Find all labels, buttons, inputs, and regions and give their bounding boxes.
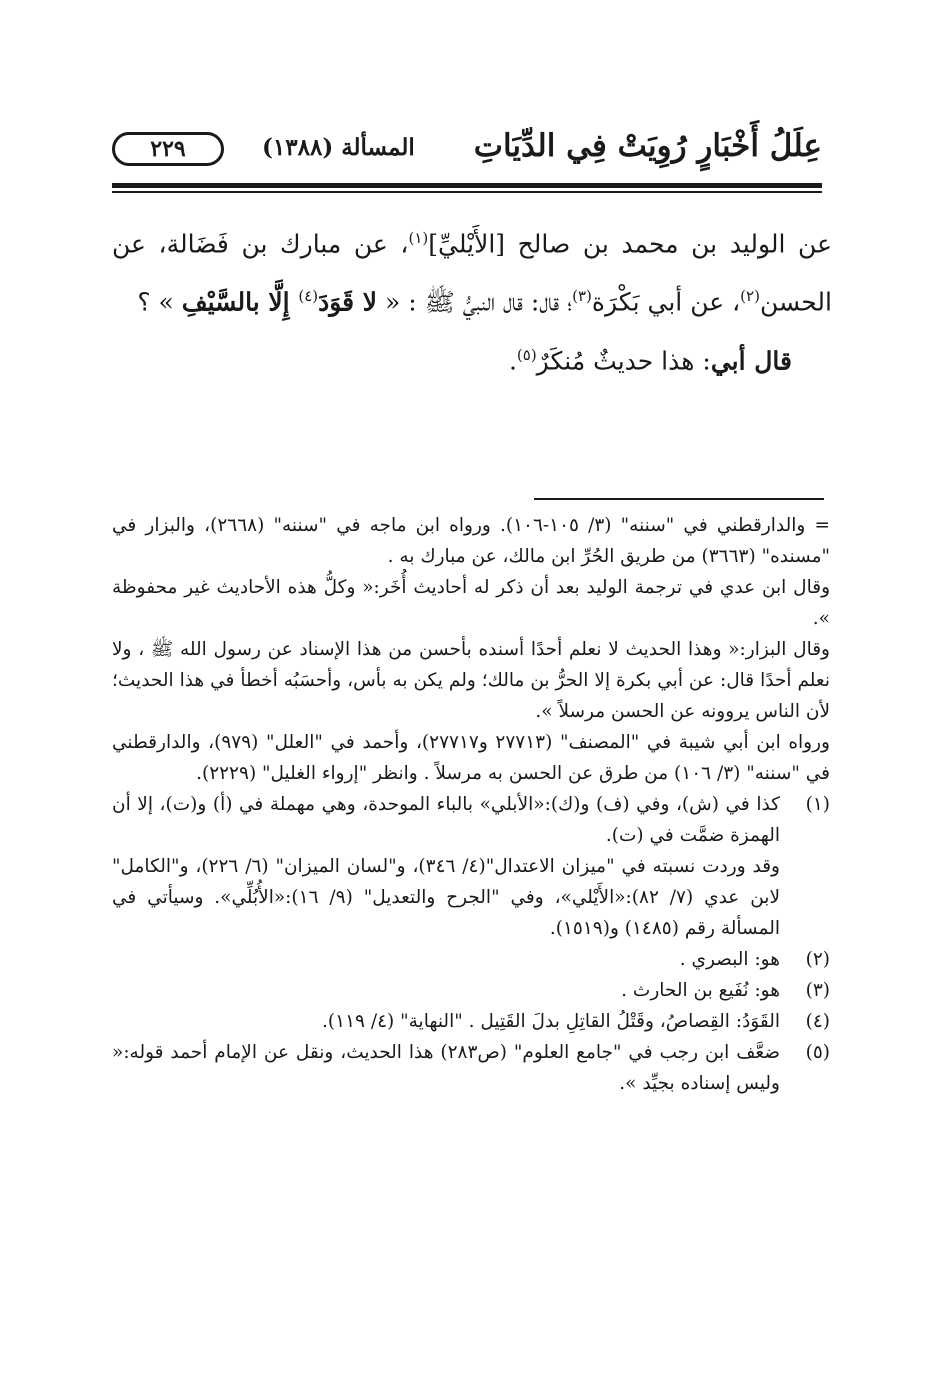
footnote-ref-5: (٥) — [516, 345, 537, 364]
footnote-4 — [112, 1006, 830, 1037]
footnote-separator — [534, 498, 824, 500]
masala-number: المسألة (١٣٨٨) — [262, 134, 415, 161]
footnote-continuation-1: = والدارقطني في "سننه" (٣/ ١٠٥-١٠٦). ورواه ابن ماجه في "سننه" (٢٦٦٨)، والبزار في "مسنده" (٣٦٦٣) من طريق الحُرِّ ابن مالك، عن مبارك به . — [112, 515, 830, 567]
main-text — [112, 212, 832, 387]
footnote-ref-2: (٢) — [740, 287, 760, 306]
isnad-text-1: عن الوليد بن محمد بن صالح [الأَيْليِّ] — [428, 229, 832, 259]
footnote-text: هو: البصري . — [679, 949, 780, 970]
answer-end: . — [508, 345, 517, 375]
hadith-close: » ؟ — [137, 287, 182, 317]
footnote-text: وقد وردت نسبته في "ميزان الاعتدال"(٤/ ٣٤٦)، و"لسان الميزان" (٦/ ٢٢٦)، و"الكامل" لابن عدي (٧/ ٨٢):«الأَيْلي»، وفي "الجرح والتعديل" (٩/ ١٦):«الأُبُلِّي». وسيأتي في المسألة رقم (١٤٨٥) و(١٥١٩). — [112, 856, 780, 939]
footnote-continuation-4: ورواه ابن أبي شيبة في "المصنف" (٢٧٧١٣ و٢٧٧١٧)، وأحمد في "العلل" (٩٧٩)، والدارقطني في "سننه" (٣/ ١٠٦) من طرق عن الحسن به مرسلاً . وانظر "إرواء الغليل" (٢٢٢٩). — [112, 732, 830, 784]
footnote-ref-1: (١) — [408, 229, 429, 247]
footnote-number: (٢) — [805, 949, 830, 970]
answer-paragraph — [112, 329, 832, 387]
isnad-text-3: ، عن أبي بَكْرَة — [591, 287, 741, 317]
footnote-number: (٣) — [805, 980, 830, 1001]
footnote-text: ضعَّف ابن رجب في "جامع العلوم" (ص٢٨٣) هذا الحديث، ونقل عن الإمام أحمد قوله:« وليس إسناده بجيِّد ». — [112, 1042, 780, 1094]
footnote-5 — [112, 1037, 830, 1099]
footnote-text: هو: نُفَيع بن الحارث . — [621, 980, 780, 1001]
hadith-paragraph — [112, 212, 832, 329]
footnote-number: (٤) — [805, 1011, 830, 1032]
footnotes — [112, 510, 830, 1099]
page-number: ٢٢٩ — [112, 132, 224, 166]
book-title: عِلَلُ أَخْبَارٍ رُوِيَتْ فِي الدِّيَاتِ — [473, 128, 822, 164]
header-rule-thick — [112, 183, 822, 188]
isnad-text-4: ؛ قال: قال النبيُّ ﷺ : « — [377, 287, 573, 317]
isnad-text-2: ، عن مبارك بن فَضَالة، عن الحسن — [112, 229, 832, 317]
footnote-continuation-2: وقال ابن عدي في ترجمة الوليد بعد أن ذكر له أحاديث أُخَر:« وكلُّ هذه الأحاديث غير محفوظة ». — [112, 577, 830, 629]
answer-lead: قال أبي — [710, 345, 792, 375]
hadith-text-1: لا قَوَدَ — [318, 287, 378, 317]
hadith-text-2: إِلَّا بالسَّيْفِ — [181, 287, 299, 317]
page-header — [112, 128, 822, 180]
header-rule-thin — [112, 191, 822, 193]
footnote-number: (١) — [805, 794, 830, 815]
footnote-number: (٥) — [805, 1042, 830, 1063]
answer-text: : هذا حديثٌ مُنكَرٌ — [536, 345, 711, 375]
footnote-1 — [112, 789, 830, 944]
footnote-text: كذا في (ش)، وفي (ف) و(ك):«الأبلي» بالباء الموحدة، وهي مهملة في (أ) و(ت)، إلا أن الهمزة ضمَّت في (ت). — [112, 794, 780, 846]
footnote-ref-4: (٤) — [298, 287, 319, 306]
footnote-continuation-3: وقال البزار:« وهذا الحديث لا نعلم أحدًا أسنده بأحسن من هذا الإسناد عن رسول الله ﷺ ، ولا نعلم أحدًا قال: عن أبي بكرة إلا الحرُّ بن مالك؛ ولم يكن به بأس، وأحسَبُه أخطأ في هذا الحديث؛ لأن الناس يروونه عن الحسن مرسلاً ». — [112, 639, 830, 722]
footnote-text: القَوَدُ: القِصاصُ، وقَتْلُ القاتِلِ بدلَ القَتِيل . "النهاية" (٤/ ١١٩). — [322, 1011, 780, 1032]
footnote-ref-3: (٣) — [572, 287, 592, 306]
footnote-3 — [112, 975, 830, 1006]
footnote-2 — [112, 944, 830, 975]
